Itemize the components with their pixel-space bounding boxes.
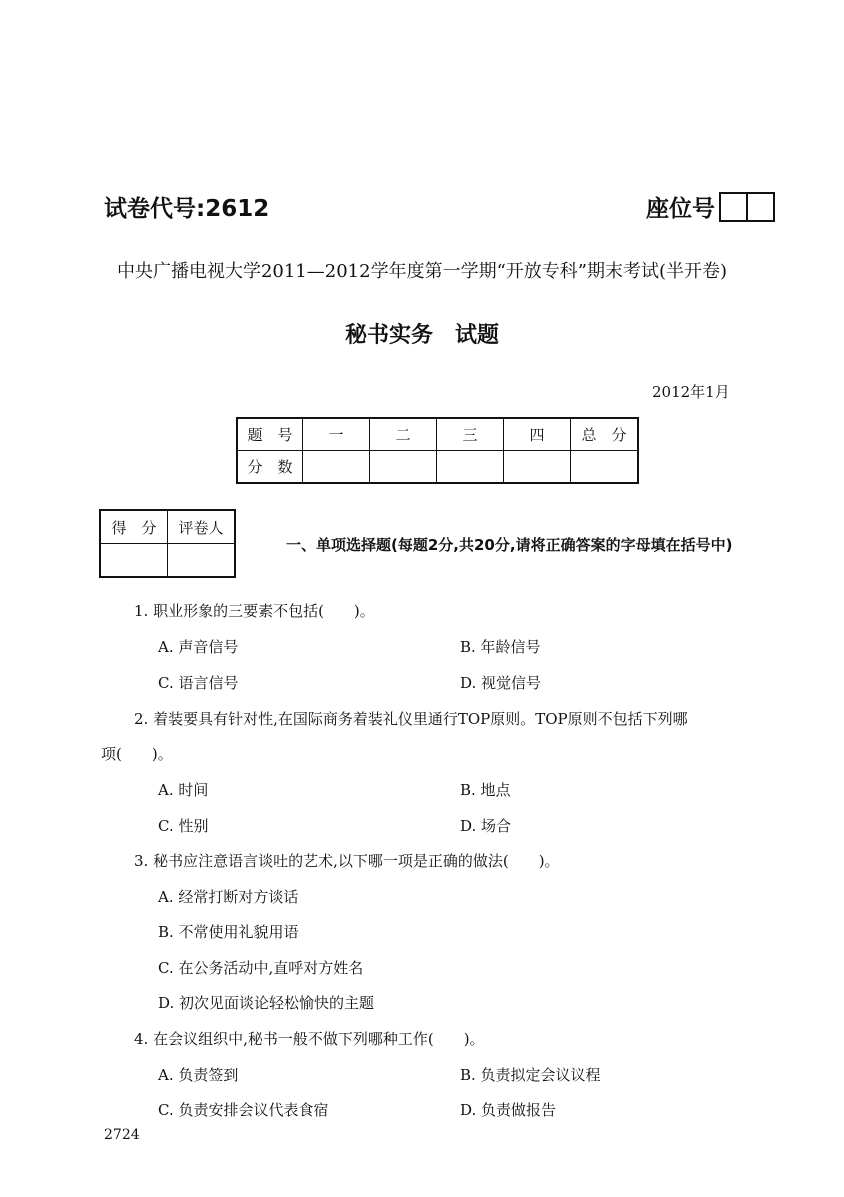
question-stem: 1. 职业形象的三要素不包括( )。: [134, 602, 375, 620]
answer-option: D. 初次见面谈论轻松愉快的主题: [158, 994, 375, 1012]
grader-input-cell: [100, 544, 168, 578]
question-stem: 3. 秘书应注意语言谈吐的艺术,以下哪一项是正确的做法( )。: [134, 852, 560, 870]
answer-option: C. 在公务活动中,直呼对方姓名: [158, 959, 364, 977]
score-input-cell: [370, 451, 437, 484]
answer-option: C. 性别: [158, 817, 209, 835]
score-input-cell: [437, 451, 504, 484]
answer-option: A. 时间: [158, 781, 209, 799]
answer-option: A. 负责签到: [158, 1066, 239, 1084]
score-input-cell: [504, 451, 571, 484]
grader-table-cell: 得 分: [100, 510, 168, 544]
answer-option: D. 视觉信号: [460, 674, 542, 692]
exam-date: 2012年1月: [652, 383, 730, 401]
answer-option: B. 不常使用礼貌用语: [158, 923, 299, 941]
answer-option: A. 声音信号: [158, 638, 239, 656]
question-stem: 2. 着装要具有针对性,在国际商务着装礼仪里通行TOP原则。TOP原则不包括下列哪: [134, 710, 688, 728]
answer-option: A. 经常打断对方谈话: [158, 888, 299, 906]
score-table-cell: 一: [303, 418, 370, 451]
seat-box: [746, 194, 773, 220]
score-input-cell: [571, 451, 639, 484]
score-table-cell: 三: [437, 418, 504, 451]
seat-box: [721, 194, 746, 220]
grader-table: [99, 509, 236, 578]
exam-code: 试卷代号:2612: [104, 196, 270, 222]
score-table-cell: 题 号: [237, 418, 303, 451]
answer-option: D. 负责做报告: [460, 1101, 557, 1119]
score-table-header-row: [237, 418, 638, 451]
grader-input-cell: [168, 544, 236, 578]
grader-table-cell: 评卷人: [168, 510, 236, 544]
answer-option: C. 负责安排会议代表食宿: [158, 1101, 329, 1119]
score-input-cell: [303, 451, 370, 484]
answer-option: B. 负责拟定会议议程: [460, 1066, 601, 1084]
question-stem-continued: 项( )。: [101, 745, 173, 763]
score-table: [236, 417, 639, 484]
score-table-score-row: [237, 451, 638, 484]
exam-title: 中央广播电视大学2011—2012学年度第一学期“开放专科”期末考试(半开卷): [116, 261, 728, 282]
score-table-cell: 总 分: [571, 418, 639, 451]
section-heading: 一、单项选择题(每题2分,共20分,请将正确答案的字母填在括号中): [286, 536, 733, 554]
question-stem: 4. 在会议组织中,秘书一般不做下列哪种工作( )。: [134, 1030, 485, 1048]
seat-number-boxes: [719, 192, 775, 222]
answer-option: D. 场合: [460, 817, 512, 835]
answer-option: C. 语言信号: [158, 674, 239, 692]
seat-number-label: 座位号: [646, 196, 715, 222]
answer-option: B. 年龄信号: [460, 638, 541, 656]
paper-title: 秘书实务 试题: [344, 323, 499, 348]
score-table-cell: 分 数: [237, 451, 303, 484]
page-number: 2724: [104, 1127, 140, 1143]
score-table-cell: 二: [370, 418, 437, 451]
answer-option: B. 地点: [460, 781, 511, 799]
score-table-cell: 四: [504, 418, 571, 451]
